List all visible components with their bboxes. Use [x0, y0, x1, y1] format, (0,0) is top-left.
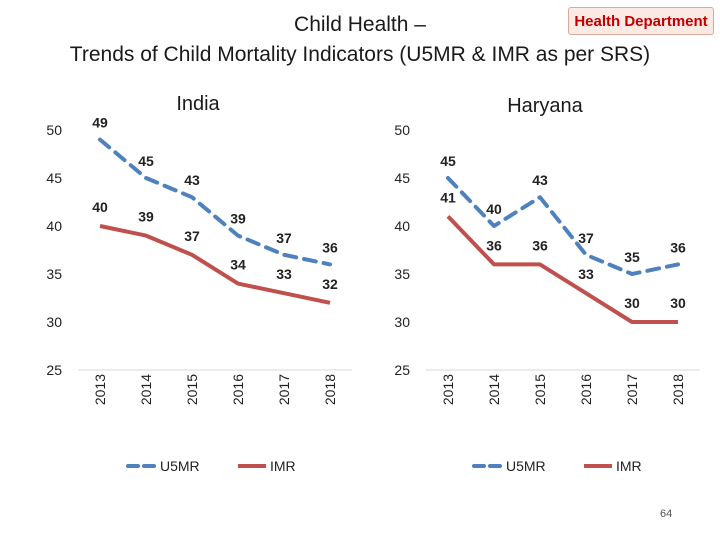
haryana-x-tick: 2014 — [486, 374, 502, 406]
india-y-tick: 25 — [46, 362, 62, 378]
india-u5mr-data-label: 36 — [322, 239, 338, 256]
india-x-tick: 2016 — [230, 374, 246, 406]
india-imr-line — [100, 226, 330, 303]
india-u5mr-data-label: 37 — [276, 229, 292, 246]
india-u5mr-data-label: 39 — [230, 210, 246, 227]
haryana-x-tick: 2018 — [670, 374, 686, 406]
haryana-u5mr-data-label: 36 — [670, 239, 686, 256]
india-y-tick: 35 — [46, 266, 62, 282]
india-imr-data-label: 33 — [276, 266, 292, 283]
haryana-imr-data-label: 30 — [670, 295, 686, 311]
slide-title-line1: Child Health – — [294, 13, 426, 36]
haryana-imr-data-label: 30 — [624, 295, 640, 311]
haryana-imr-data-label: 36 — [532, 237, 548, 254]
haryana-imr-data-label: 33 — [578, 266, 594, 283]
haryana-y-tick: 50 — [394, 122, 410, 138]
haryana-chart-title: Haryana — [507, 95, 583, 117]
haryana-legend-u5mr-label: U5MR — [506, 458, 546, 474]
haryana-u5mr-data-label: 43 — [532, 172, 548, 189]
india-chart-title: India — [176, 93, 220, 115]
india-x-tick: 2014 — [138, 374, 154, 406]
haryana-y-tick: 35 — [394, 266, 410, 282]
haryana-u5mr-line — [448, 178, 678, 274]
haryana-imr-line — [448, 216, 678, 322]
india-y-tick: 30 — [46, 314, 62, 330]
india-x-tick: 2018 — [322, 374, 338, 406]
haryana-x-tick: 2015 — [532, 374, 548, 406]
india-u5mr-line — [100, 140, 330, 265]
india-imr-data-label: 39 — [138, 208, 154, 225]
haryana-y-tick: 45 — [394, 170, 410, 186]
department-badge: Health Department — [568, 7, 714, 35]
india-imr-data-label: 37 — [184, 227, 200, 244]
india-u5mr-data-label: 49 — [92, 114, 108, 131]
haryana-u5mr-data-label: 45 — [440, 153, 456, 169]
slide-title-line2: Trends of Child Mortality Indicators (U5MR & IMR as per SRS) — [69, 43, 651, 66]
haryana-y-tick: 25 — [394, 362, 410, 378]
haryana-legend-imr-label: IMR — [616, 458, 642, 474]
haryana-x-tick: 2016 — [578, 374, 594, 406]
india-legend-imr-label: IMR — [270, 458, 296, 474]
haryana-y-tick: 30 — [394, 314, 410, 330]
india-x-tick: 2015 — [184, 374, 200, 406]
india-x-tick: 2017 — [276, 374, 292, 406]
haryana-x-tick: 2017 — [624, 374, 640, 406]
haryana-u5mr-data-label: 35 — [624, 249, 640, 265]
haryana-x-tick: 2013 — [440, 374, 456, 406]
haryana-y-tick: 40 — [394, 218, 410, 234]
india-y-tick: 45 — [46, 170, 62, 186]
haryana-imr-data-label: 41 — [440, 189, 456, 206]
india-u5mr-data-label: 43 — [184, 172, 200, 189]
india-y-tick: 40 — [46, 218, 62, 234]
haryana-u5mr-data-label: 37 — [578, 229, 594, 246]
india-y-tick: 50 — [46, 122, 62, 138]
india-imr-data-label: 32 — [322, 275, 338, 292]
india-x-tick: 2013 — [92, 374, 108, 406]
haryana-u5mr-data-label: 40 — [486, 201, 502, 217]
india-legend-u5mr-label: U5MR — [160, 458, 200, 474]
india-imr-data-label: 34 — [230, 256, 246, 273]
india-imr-data-label: 40 — [92, 199, 108, 215]
page-number: 64 — [660, 508, 673, 520]
haryana-imr-data-label: 36 — [486, 237, 502, 254]
india-u5mr-data-label: 45 — [138, 153, 154, 169]
